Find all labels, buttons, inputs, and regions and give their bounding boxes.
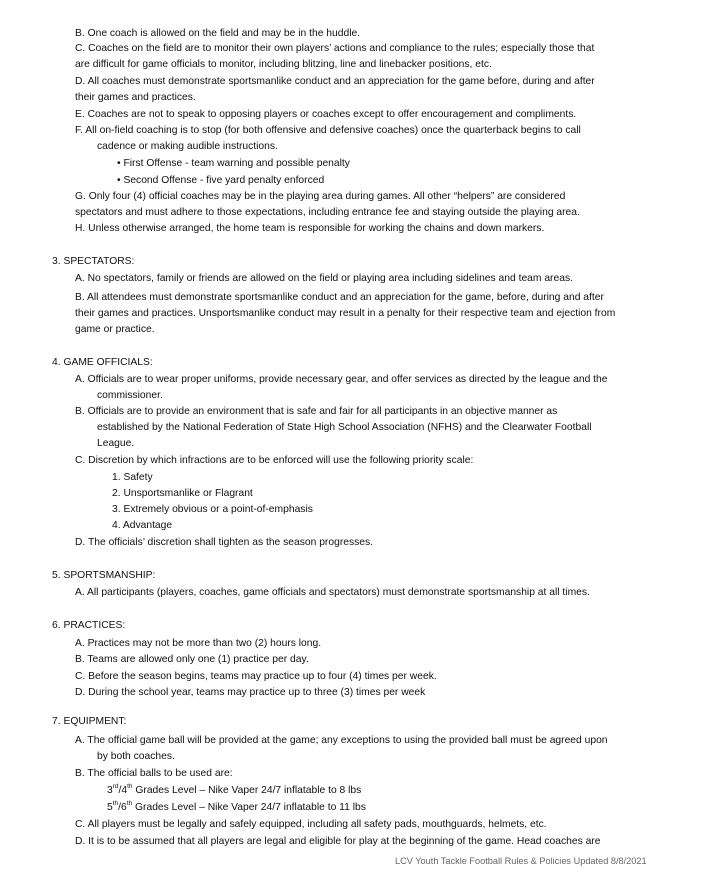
grade-number: 3	[107, 785, 113, 796]
officials-rule-b-line2: established by the National Federation of State High School Association (NFHS) and the Clearwater Football	[97, 422, 592, 433]
spectators-rule-b-line3: game or practice.	[75, 324, 155, 335]
officials-rule-a-line2: commissioner.	[97, 390, 163, 401]
grade-number: /4	[118, 785, 128, 796]
coaches-rule-c-line1: C. Coaches on the field are to monitor their own players’ actions and compliance to the rules; especially those that	[75, 43, 595, 54]
page-footer: LCV Youth Tackle Football Rules & Policies Updated 8/8/2021	[395, 856, 647, 866]
officials-rule-a-line1: A. Officials are to wear proper uniforms, provide necessary gear, and offer services as directed by the league and the	[75, 374, 608, 385]
grade-number: /6	[118, 802, 127, 813]
practices-rule-b: B. Teams are allowed only one (1) practice per day.	[75, 654, 309, 665]
sportsmanship-rule-a: A. All participants (players, coaches, game officials and spectators) must demonstrate sportsmanship at all times.	[75, 587, 590, 598]
coaches-rule-f-bullet-1: • First Offense - team warning and possible penalty	[117, 158, 350, 169]
coaches-rule-f-line2: cadence or making audible instructions.	[97, 141, 278, 152]
practices-heading: 6. PRACTICES:	[52, 620, 126, 631]
coaches-rule-g-line2: spectators and must adhere to those expectations, including entrance fee and staying outside the playing area.	[75, 207, 580, 218]
coaches-rule-d-line1: D. All coaches must demonstrate sportsmanlike conduct and an appreciation for the game before, during and after	[75, 76, 595, 87]
ball-spec-grades-3-4	[107, 784, 361, 798]
sportsmanship-heading: 5. SPORTSMANSHIP:	[52, 570, 156, 581]
coaches-rule-g-line1: G. Only four (4) official coaches may be in the playing area during games. All other “helpers” are considered	[75, 191, 566, 202]
officials-rule-d: D. The officials’ discretion shall tighten as the season progresses.	[75, 537, 374, 548]
grade-ordinal-suffix: th	[126, 799, 133, 807]
spectators-heading: 3. SPECTATORS:	[52, 256, 135, 267]
priority-item-1: 1. Safety	[112, 472, 153, 483]
grade-ordinal-suffix: rd	[112, 782, 119, 790]
grade-ordinal-suffix: th	[127, 782, 133, 790]
coaches-rule-h: H. Unless otherwise arranged, the home team is responsible for working the chains and down markers.	[75, 223, 545, 234]
practices-rule-d: D. During the school year, teams may practice up to three (3) times per week	[75, 687, 426, 698]
priority-item-2: 2. Unsportsmanlike or Flagrant	[112, 488, 253, 499]
equipment-rule-d: D. It is to be assumed that all players are legal and eligible for play at the beginning of the game. Head coaches are	[75, 836, 601, 847]
ball-spec-text: Grades Level – Nike Vaper 24/7 inflatable to 11 lbs	[132, 802, 366, 813]
equipment-rule-b: B. The official balls to be used are:	[75, 768, 233, 779]
practices-rule-c: C. Before the season begins, teams may practice up to four (4) times per week.	[75, 671, 437, 682]
equipment-rule-c: C. All players must be legally and safely equipped, including all safety pads, mouthguards, helmets, etc.	[75, 819, 547, 830]
coaches-rule-d-line2: their games and practices.	[75, 92, 196, 103]
officials-rule-b-line3: League.	[97, 438, 135, 449]
officials-rule-b-line1: B. Officials are to provide an environment that is safe and fair for all participants in an objective manner as	[75, 406, 558, 417]
spectators-rule-a: A. No spectators, family or friends are allowed on the field or playing area including sidelines and team areas.	[75, 273, 573, 284]
ball-spec-grades-5-6	[107, 801, 366, 815]
priority-item-4: 4. Advantage	[112, 520, 173, 531]
coaches-rule-b: B. One coach is allowed on the field and may be in the huddle.	[75, 28, 361, 39]
equipment-heading: 7. EQUIPMENT:	[52, 716, 127, 727]
grade-number: 5	[107, 802, 113, 813]
ball-spec-text: Grades Level – Nike Vaper 24/7 inflatable to 8 lbs	[132, 785, 362, 796]
coaches-rule-e: E. Coaches are not to speak to opposing players or coaches except to offer encouragement and compliments.	[75, 109, 577, 120]
officials-rule-c: C. Discretion by which infractions are to be enforced will use the following priority scale:	[75, 455, 474, 466]
spectators-rule-b-line1: B. All attendees must demonstrate sportsmanlike conduct and an appreciation for the game, before, during and after	[75, 292, 604, 303]
officials-heading: 4. GAME OFFICIALS:	[52, 357, 153, 368]
equipment-rule-a-line2: by both coaches.	[97, 751, 175, 762]
grade-ordinal-suffix: th	[112, 799, 119, 807]
priority-item-3: 3. Extremely obvious or a point-of-emphasis	[112, 504, 313, 515]
equipment-rule-a-line1: A. The official game ball will be provided at the game; any exceptions to using the provided ball must be agreed upon	[75, 735, 608, 746]
practices-rule-a: A. Practices may not be more than two (2) hours long.	[75, 638, 322, 649]
coaches-rule-f-line1: F. All on-field coaching is to stop (for both offensive and defensive coaches) once the quarterback begins to call	[75, 125, 581, 136]
spectators-rule-b-line2: their games and practices. Unsportsmanlike conduct may result in a penalty for their respective team and ejection from	[75, 308, 616, 319]
coaches-rule-c-line2: are difficult for game officials to monitor, including blitzing, line and linebacker positions, etc.	[75, 59, 492, 70]
coaches-rule-f-bullet-2: • Second Offense - five yard penalty enforced	[117, 175, 325, 186]
